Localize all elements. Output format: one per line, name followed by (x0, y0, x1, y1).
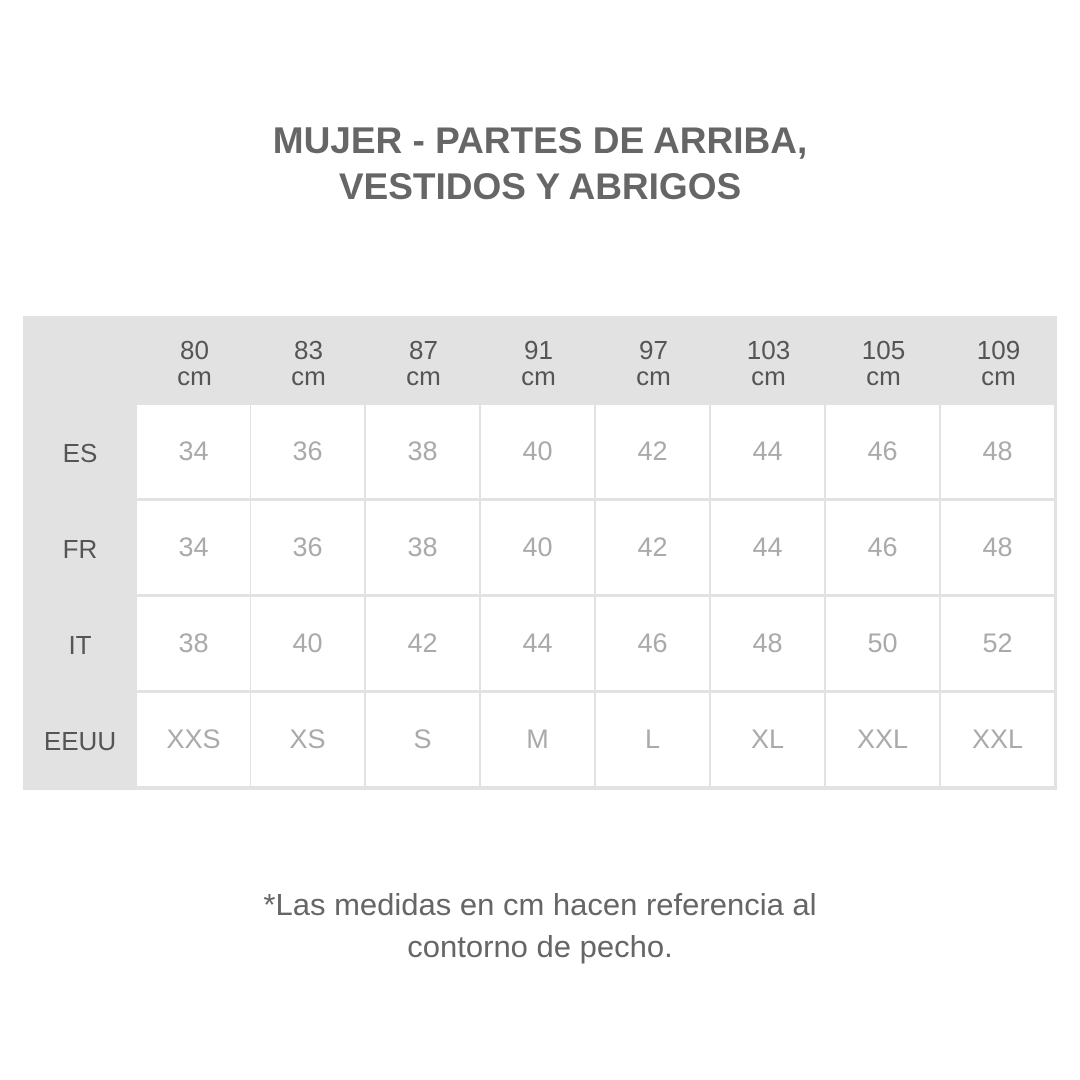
size-cell: 34 (137, 405, 250, 498)
size-cell: 34 (137, 501, 250, 594)
size-cell: 50 (826, 597, 939, 690)
row-label-eeuu: EEUU (43, 726, 117, 756)
size-cell: 46 (826, 501, 939, 594)
footnote-line-1: *Las medidas en cm hacen referencia al (263, 887, 817, 922)
size-cell: 36 (251, 501, 364, 594)
header-chest-unit: cm (177, 361, 212, 391)
header-chest-2 (366, 337, 481, 389)
header-chest-5 (711, 337, 826, 389)
row-label-it: IT (68, 630, 92, 660)
header-chest-unit: cm (866, 361, 901, 391)
size-cell: L (596, 693, 709, 786)
size-cell: 48 (941, 501, 1054, 594)
header-chest-value: 109 (976, 335, 1021, 365)
header-chest-7 (941, 337, 1056, 389)
header-chest-4 (596, 337, 711, 389)
size-cell: 38 (366, 501, 479, 594)
size-cell: 46 (596, 597, 709, 690)
size-cell: 40 (251, 597, 364, 690)
header-chest-1 (251, 337, 366, 389)
header-chest-unit: cm (751, 361, 786, 391)
size-cell: XXL (826, 693, 939, 786)
header-chest-value: 103 (746, 335, 791, 365)
page-title (0, 118, 1080, 210)
size-cell: 36 (251, 405, 364, 498)
size-cell: S (366, 693, 479, 786)
size-cell: 38 (366, 405, 479, 498)
size-cell: 44 (711, 501, 824, 594)
header-chest-value: 80 (180, 335, 209, 365)
header-chest-unit: cm (521, 361, 556, 391)
size-cell: 40 (481, 405, 594, 498)
size-cell: 38 (137, 597, 250, 690)
size-cell: M (481, 693, 594, 786)
header-chest-6 (826, 337, 941, 389)
size-cell: XXS (137, 693, 250, 786)
size-cell: 40 (481, 501, 594, 594)
header-chest-3 (481, 337, 596, 389)
size-cell: 48 (941, 405, 1054, 498)
size-cell: XL (711, 693, 824, 786)
footnote (0, 884, 1080, 968)
row-label-fr: FR (62, 534, 98, 564)
size-cell: 44 (711, 405, 824, 498)
size-cell: 42 (596, 405, 709, 498)
size-cell: 42 (596, 501, 709, 594)
size-cell: 48 (711, 597, 824, 690)
header-chest-value: 91 (524, 335, 553, 365)
header-chest-value: 83 (294, 335, 323, 365)
footnote-line-2: contorno de pecho. (407, 929, 673, 964)
title-line-2: VESTIDOS Y ABRIGOS (338, 166, 742, 207)
header-chest-value: 105 (861, 335, 906, 365)
size-cell: 42 (366, 597, 479, 690)
header-chest-unit: cm (291, 361, 326, 391)
header-chest-unit: cm (981, 361, 1016, 391)
size-cell: XS (251, 693, 364, 786)
header-chest-0 (137, 337, 252, 389)
header-chest-value: 87 (409, 335, 438, 365)
size-cell: XXL (941, 693, 1054, 786)
header-chest-value: 97 (639, 335, 668, 365)
header-chest-unit: cm (636, 361, 671, 391)
size-cell: 46 (826, 405, 939, 498)
title-line-1: MUJER - PARTES DE ARRIBA, (272, 120, 808, 161)
size-cell: 44 (481, 597, 594, 690)
header-chest-unit: cm (406, 361, 441, 391)
row-label-es: ES (62, 438, 98, 468)
size-cell: 52 (941, 597, 1054, 690)
